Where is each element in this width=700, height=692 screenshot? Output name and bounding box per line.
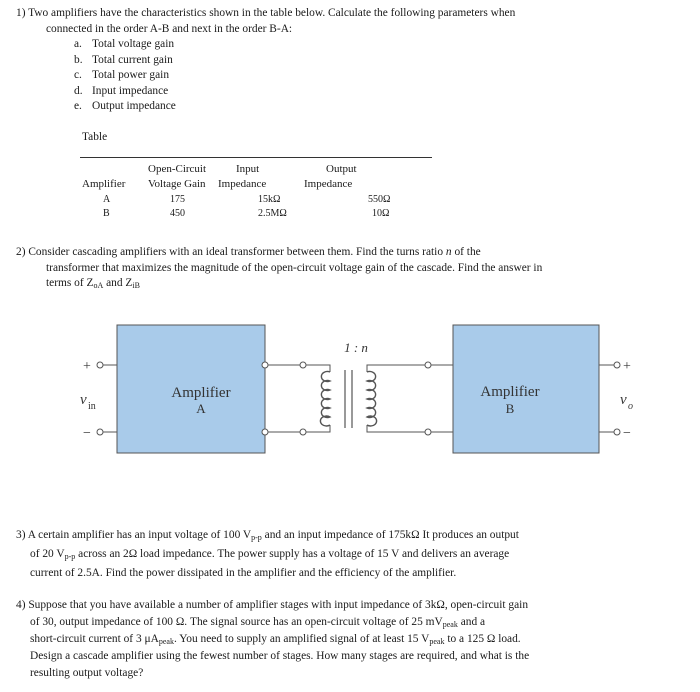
question-2-line3: terms of $Z_{oA}$ and $Z_{iB}$ bbox=[46, 277, 140, 290]
question-2-line1: 2) Consider cascading amplifiers with an ideal transformer between them. Find the turns ratio n of the bbox=[16, 246, 481, 258]
output-terminal-top bbox=[614, 362, 620, 368]
question-1-subparts bbox=[74, 37, 176, 115]
vin-subscript: in bbox=[88, 401, 96, 412]
question-1-text-line2: connected in the order A-B and next in the order B-A: bbox=[46, 22, 293, 35]
header-zout-line2: Impedance bbox=[304, 178, 353, 190]
input-terminal-top bbox=[97, 362, 103, 368]
question-3-line3: current of 2.5A. Find the power dissipated in the amplifier and the efficiency of the amplifier. bbox=[30, 567, 457, 579]
row-a-zout: 550Ω bbox=[368, 194, 391, 205]
table-rule bbox=[80, 157, 432, 158]
subpart-b: b. Total current gain bbox=[74, 53, 173, 66]
amp-a-out-bottom bbox=[262, 429, 268, 435]
header-zin-line2: Impedance bbox=[218, 178, 267, 190]
question-3-line1: 3) A certain amplifier has an input voltage of 100 $V_{p-p}$ and an input impedance of 175kΩ It produces an output bbox=[16, 529, 519, 542]
vin-plus: + bbox=[83, 359, 91, 374]
header-zin-line1: Input bbox=[236, 163, 260, 175]
question-2 bbox=[16, 245, 656, 292]
xfmr-secondary-bottom bbox=[425, 429, 431, 435]
header-gain-line2: Voltage Gain bbox=[148, 178, 206, 190]
question-4-line1: 4) Suppose that you have available a number of amplifier stages with input impedance of 3kΩ, open-circuit gain bbox=[16, 599, 529, 611]
input-terminal-bottom bbox=[97, 429, 103, 435]
question-4-line2: of 30, output impedance of 100 Ω. The signal source has an open-circuit voltage of 25 $mV_{peak}$ and a bbox=[30, 616, 486, 629]
question-4-line5: resulting output voltage? bbox=[30, 667, 144, 679]
question-4-line3: short-circuit current of 3 $\mu A_{peak}$. You need to supply an amplified signal of at least 15 $V_{peak}$ to a 125 Ω load. bbox=[30, 633, 521, 646]
subpart-e: e. Output impedance bbox=[74, 100, 176, 112]
subpart-d: d. Input impedance bbox=[74, 84, 169, 97]
question-3 bbox=[16, 526, 656, 583]
amp-b-letter: B bbox=[505, 401, 515, 416]
header-gain-line1: Open-Circuit bbox=[148, 163, 207, 175]
vin-label: v bbox=[80, 392, 87, 408]
row-b-zin: 2.5MΩ bbox=[258, 208, 287, 219]
vo-subscript: o bbox=[628, 401, 633, 412]
amp-a-label: Amplifier bbox=[171, 385, 231, 401]
question-2-line2: transformer that maximizes the magnitude of the open-circuit voltage gain of the cascade. Find the answer in bbox=[46, 261, 543, 274]
row-a-gain: 175 bbox=[170, 194, 185, 205]
xfmr-primary-bottom bbox=[300, 429, 306, 435]
question-3-line2: of 20 $V_{p-p}$ across an 2Ω load impedance. The power supply has a voltage of 15 V and delivers an average bbox=[30, 548, 510, 561]
vo-plus: + bbox=[623, 359, 631, 374]
row-b-gain: 450 bbox=[170, 208, 185, 219]
subpart-c: c. Total power gain bbox=[74, 69, 170, 81]
cascade-diagram bbox=[0, 320, 700, 460]
turns-ratio-label: 1 : n bbox=[344, 340, 368, 355]
question-1-text-line1: 1) Two amplifiers have the characteristics shown in the table below. Calculate the following parameters when bbox=[16, 7, 516, 19]
xfmr-primary-top bbox=[300, 362, 306, 368]
vo-label: v bbox=[620, 392, 627, 408]
amp-b-label: Amplifier bbox=[480, 384, 540, 400]
question-4-line4: Design a cascade amplifier using the fewest number of stages. How many stages are required, and what is the bbox=[30, 650, 530, 662]
primary-coil bbox=[320, 372, 330, 426]
header-zout-line1: Output bbox=[326, 163, 357, 175]
output-terminal-bottom bbox=[614, 429, 620, 435]
subpart-a: a. Total voltage gain bbox=[74, 38, 175, 50]
vo-minus: − bbox=[623, 426, 631, 441]
row-a-name: A bbox=[103, 194, 111, 205]
amp-a-out-top bbox=[262, 362, 268, 368]
table-caption: Table bbox=[82, 131, 108, 143]
row-b-name: B bbox=[103, 208, 110, 219]
xfmr-secondary-top bbox=[425, 362, 431, 368]
amp-a-letter: A bbox=[196, 401, 206, 416]
row-a-zin: 15kΩ bbox=[258, 194, 281, 205]
question-4 bbox=[16, 597, 656, 682]
vin-minus: − bbox=[83, 426, 91, 441]
row-b-zout: 10Ω bbox=[372, 208, 390, 219]
secondary-coil bbox=[367, 372, 377, 426]
header-amplifier: Amplifier bbox=[82, 178, 126, 190]
question-1 bbox=[16, 6, 656, 37]
